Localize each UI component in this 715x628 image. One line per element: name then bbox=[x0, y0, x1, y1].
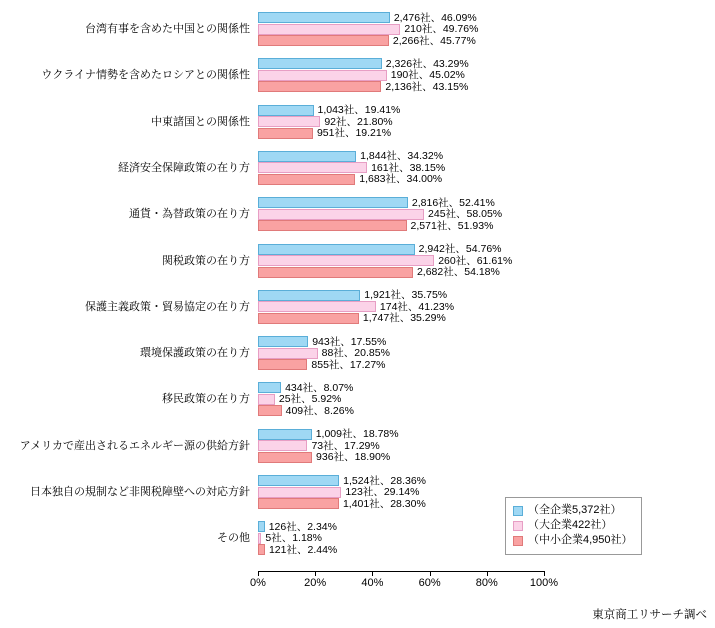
x-axis-tick bbox=[430, 572, 431, 576]
legend-label: （大企業422社） bbox=[528, 519, 613, 531]
bar bbox=[258, 533, 261, 544]
bar-value-label: 2,682社、54.18% bbox=[416, 266, 500, 278]
bar-value-label: 2,326社、43.29% bbox=[385, 57, 469, 70]
bar bbox=[258, 24, 400, 35]
bar bbox=[258, 440, 307, 451]
bar-value-label: 5社、1.18% bbox=[265, 532, 322, 545]
bar-value-label: 126社、2.34% bbox=[268, 520, 337, 533]
bar bbox=[258, 70, 387, 81]
legend-item[interactable] bbox=[513, 503, 633, 518]
bar bbox=[258, 58, 382, 69]
bar-value-label: 1,844社、34.32% bbox=[360, 150, 444, 163]
bar-value-label: 25社、5.92% bbox=[278, 393, 342, 406]
bar-value-label: 92社、21.80% bbox=[324, 115, 393, 128]
bar-value-label: 1,921社、35.75% bbox=[364, 289, 448, 302]
bar-value-label: 409社、8.26% bbox=[285, 404, 354, 417]
category-label: 保護主義政策・貿易協定の在り方 bbox=[85, 300, 250, 313]
bar bbox=[258, 35, 389, 46]
x-axis-tick-label: 0% bbox=[250, 577, 266, 589]
bar-value-label: 1,009社、18.78% bbox=[315, 428, 399, 441]
bar-value-label: 1,524社、28.36% bbox=[343, 474, 426, 487]
category-label: 経済安全保障政策の在り方 bbox=[118, 161, 250, 174]
legend-swatch-icon bbox=[513, 521, 523, 531]
legend-label: （全企業5,372社） bbox=[528, 504, 622, 516]
x-axis-tick-label: 20% bbox=[304, 577, 327, 589]
category-label: ウクライナ情勢を含めたロシアとの関係性 bbox=[41, 69, 250, 82]
bar-value-label: 943社、17.55% bbox=[312, 335, 387, 348]
x-axis-tick bbox=[544, 572, 545, 576]
bar-value-label: 951社、19.21% bbox=[316, 127, 392, 140]
x-axis-tick-label: 60% bbox=[418, 577, 441, 589]
bar bbox=[258, 209, 424, 220]
bar bbox=[258, 429, 312, 440]
bar-value-label: 245社、58.05% bbox=[428, 208, 503, 221]
bar-value-label: 73社、17.29% bbox=[311, 439, 380, 452]
bar-value-label: 1,043社、19.41% bbox=[317, 104, 401, 117]
bar bbox=[258, 487, 341, 498]
bar-value-label: 855社、17.27% bbox=[311, 358, 386, 371]
bar bbox=[258, 544, 265, 555]
bar-value-label: 2,476社、46.09% bbox=[393, 11, 477, 24]
category-label: 環境保護政策の在り方 bbox=[140, 347, 250, 360]
bar-value-label: 190社、45.02% bbox=[390, 69, 465, 82]
bar bbox=[258, 452, 312, 463]
bar bbox=[258, 162, 367, 173]
bar bbox=[258, 290, 360, 301]
bar bbox=[258, 405, 282, 416]
bar bbox=[258, 197, 408, 208]
legend-swatch-icon bbox=[513, 536, 523, 546]
bar-value-label: 434社、8.07% bbox=[285, 381, 354, 394]
bar bbox=[258, 336, 308, 347]
bar bbox=[258, 301, 376, 312]
legend-swatch-icon bbox=[513, 506, 523, 516]
category-label: 台湾有事を含めた中国との関係性 bbox=[85, 23, 250, 35]
bar bbox=[258, 255, 434, 266]
bar bbox=[258, 394, 275, 405]
bar bbox=[258, 220, 407, 231]
bar bbox=[258, 498, 339, 509]
source-note: 東京商工リサーチ調べ bbox=[592, 609, 707, 621]
category-label: 移民政策の在り方 bbox=[162, 393, 250, 406]
x-axis-line bbox=[258, 571, 545, 572]
x-axis-tick-label: 80% bbox=[475, 577, 498, 589]
bar-value-label: 2,942社、54.76% bbox=[418, 243, 502, 255]
bar-value-label: 2,571社、51.93% bbox=[410, 219, 494, 232]
bar bbox=[258, 267, 413, 278]
bar bbox=[258, 81, 381, 92]
bar bbox=[258, 521, 265, 532]
bar bbox=[258, 174, 355, 185]
category-label: 中東諸国との関係性 bbox=[151, 115, 250, 128]
bar-value-label: 174社、41.23% bbox=[379, 300, 455, 313]
bar bbox=[258, 313, 359, 324]
bar bbox=[258, 151, 356, 162]
bar-value-label: 260社、61.61% bbox=[438, 254, 513, 267]
bar-value-label: 1,401社、28.30% bbox=[342, 497, 426, 510]
bar-value-label: 121社、2.44% bbox=[268, 543, 338, 556]
x-axis-tick-label: 40% bbox=[361, 577, 384, 589]
bar-value-label: 936社、18.90% bbox=[316, 451, 391, 464]
bar-value-label: 88社、20.85% bbox=[321, 347, 390, 360]
bar-value-label: 2,816社、52.41% bbox=[411, 196, 495, 209]
bar bbox=[258, 105, 314, 116]
bar bbox=[258, 475, 339, 486]
bar-value-label: 1,683社、34.00% bbox=[359, 173, 443, 186]
bar-value-label: 161社、38.15% bbox=[371, 161, 446, 174]
bar-value-label: 2,266社、45.77% bbox=[392, 34, 476, 47]
bar-value-label: 1,747社、35.29% bbox=[362, 312, 446, 325]
x-axis-tick bbox=[372, 572, 373, 576]
x-axis-tick-label: 100% bbox=[529, 577, 559, 589]
chart-legend bbox=[505, 497, 642, 555]
bar bbox=[258, 382, 281, 393]
bar bbox=[258, 12, 390, 23]
category-label: 関税政策の在り方 bbox=[162, 254, 250, 267]
x-axis-tick bbox=[487, 572, 488, 576]
bar bbox=[258, 348, 318, 359]
bar bbox=[258, 116, 320, 127]
bar-value-label: 2,136社、43.15% bbox=[385, 80, 469, 93]
bar-value-label: 123社、29.14% bbox=[345, 486, 420, 498]
category-label: 日本独自の規制など非関税障壁への対応方針 bbox=[30, 486, 250, 498]
bar bbox=[258, 244, 415, 255]
legend-item[interactable] bbox=[513, 518, 633, 533]
category-label: 通貨・為替政策の在り方 bbox=[129, 208, 250, 221]
x-axis-tick bbox=[258, 572, 259, 576]
category-label: その他 bbox=[217, 532, 250, 545]
bar bbox=[258, 128, 313, 139]
legend-item[interactable] bbox=[513, 533, 633, 548]
legend-label: （中小企業4,950社） bbox=[528, 534, 633, 546]
bar bbox=[258, 359, 307, 370]
x-axis-tick bbox=[315, 572, 316, 576]
category-label: アメリカで産出されるエネルギー源の供給方針 bbox=[19, 439, 250, 452]
bar-value-label: 210社、49.76% bbox=[404, 23, 479, 35]
